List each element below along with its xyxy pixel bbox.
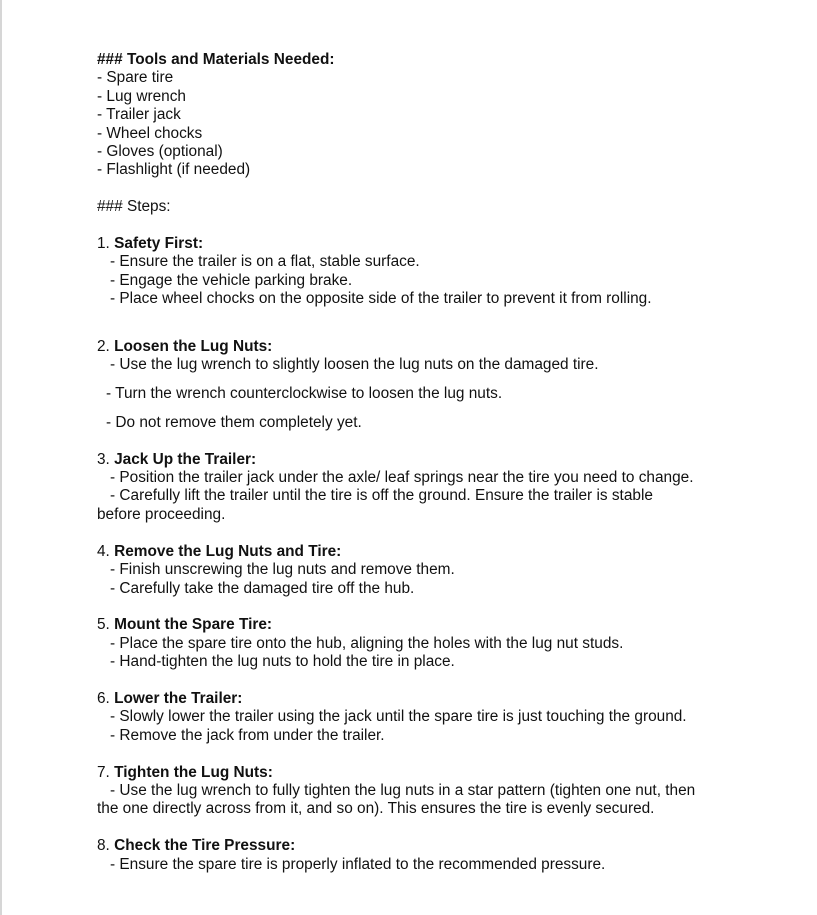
step-line: - Place wheel chocks on the opposite side of the trailer to prevent it from rolling. [110, 290, 652, 308]
step-title: Jack Up the Trailer: [114, 450, 257, 468]
step-line: - Finish unscrewing the lug nuts and remove them. [110, 561, 455, 579]
step-number: 1. [97, 235, 115, 253]
step-3 [97, 451, 797, 525]
step-number: 5. [97, 616, 115, 634]
step-line: - Use the lug wrench to fully tighten the lug nuts in a star pattern (tighten one nut, then [110, 781, 696, 799]
tool-item: - Lug wrench [97, 87, 186, 105]
step-line: - Turn the wrench counterclockwise to loosen the lug nuts. [106, 384, 503, 402]
page-edge [0, 0, 2, 915]
step-line: - Slowly lower the trailer using the jack until the spare tire is just touching the ground. [110, 708, 687, 726]
tools-heading: ### Tools and Materials Needed: [97, 51, 335, 68]
tool-item: - Spare tire [97, 69, 174, 87]
step-8 [97, 837, 797, 874]
step-line: - Do not remove them completely yet. [106, 413, 362, 431]
tool-item: - Wheel chocks [97, 124, 203, 142]
step-number: 3. [97, 450, 115, 468]
step-title: Mount the Spare Tire: [114, 616, 273, 634]
step-7 [97, 764, 797, 819]
step-line: - Carefully take the damaged tire off the hub. [110, 579, 415, 597]
step-5 [97, 616, 797, 671]
document-body [97, 51, 797, 874]
step-number: 8. [97, 837, 115, 855]
step-number: 2. [97, 337, 115, 355]
step-title: Safety First: [114, 235, 204, 253]
tool-item: - Gloves (optional) [97, 143, 223, 161]
step-title: Tighten the Lug Nuts: [114, 763, 273, 781]
step-line: - Engage the vehicle parking brake. [110, 271, 353, 289]
step-title: Check the Tire Pressure: [114, 837, 296, 855]
step-line: - Remove the jack from under the trailer. [110, 726, 385, 744]
step-number: 6. [97, 689, 115, 707]
step-title: Lower the Trailer: [114, 689, 243, 707]
step-line: - Use the lug wrench to slightly loosen the lug nuts on the damaged tire. [110, 356, 599, 374]
step-2 [97, 338, 797, 433]
step-4 [97, 543, 797, 598]
step-6 [97, 690, 797, 745]
step-line: - Position the trailer jack under the axle/ leaf springs near the tire you need to change. [110, 469, 694, 487]
step-line: - Ensure the trailer is on a flat, stable surface. [110, 253, 420, 271]
step-title: Remove the Lug Nuts and Tire: [114, 542, 342, 560]
steps-heading: ### Steps: [97, 198, 171, 216]
tool-item: - Trailer jack [97, 106, 181, 124]
step-1 [97, 235, 797, 309]
step-number: 4. [97, 542, 115, 560]
step-line: - Carefully lift the trailer until the tire is off the ground. Ensure the trailer is stable [110, 487, 653, 505]
step-line: - Place the spare tire onto the hub, aligning the holes with the lug nut studs. [110, 634, 624, 652]
tool-item: - Flashlight (if needed) [97, 161, 251, 179]
step-line: - Ensure the spare tire is properly inflated to the recommended pressure. [110, 855, 606, 873]
step-line: the one directly across from it, and so on). This ensures the tire is evenly secured. [97, 800, 655, 818]
step-number: 7. [97, 763, 115, 781]
step-line: - Hand-tighten the lug nuts to hold the tire in place. [110, 653, 455, 671]
step-line: before proceeding. [97, 505, 226, 523]
step-title: Loosen the Lug Nuts: [114, 337, 273, 355]
